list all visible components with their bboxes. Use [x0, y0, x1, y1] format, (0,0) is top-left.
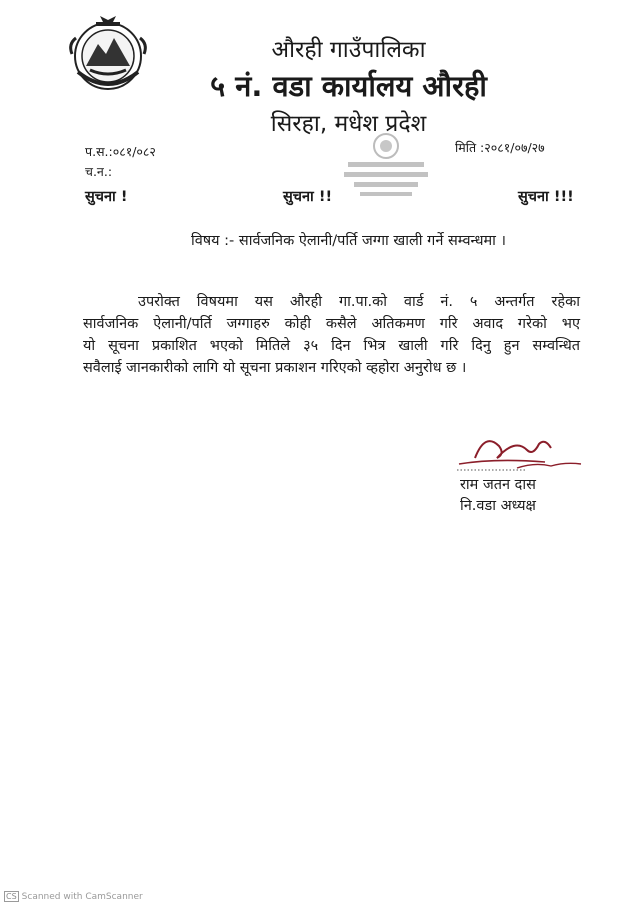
office-location: सिरहा, मधेश प्रदेश	[270, 111, 427, 137]
municipality-name: औरही गाउँपालिका	[271, 37, 426, 63]
body-line-2: सार्वजनिक ऐलानी/पर्ति जग्गाहरु कोही कसैले अतिकमण गरि अवाद गरेको भए	[83, 316, 580, 332]
camscanner-text: Scanned with CamScanner	[21, 892, 143, 902]
notice-heading-left: सुचना !	[85, 189, 128, 205]
issue-date: मिति :२०८१/०७/२७	[455, 140, 545, 155]
body-line-3: यो सूचना प्रकाशित भएको मितिले ३५ दिन भित्र खाली गरि दिनु हुन सम्वन्धित	[83, 338, 580, 354]
body-line-1: उपरोक्त विषयमा यस औरही गा.पा.को वार्ड नं. ५ अन्तर्गत रहेका	[138, 294, 580, 310]
reference-number: प.स.:०८१/०८२	[85, 144, 156, 159]
signer-name: राम जतन दास	[460, 477, 536, 493]
dispatch-number: च.न.:	[85, 164, 113, 179]
subject-line: विषय :- सार्वजनिक ऐलानी/पर्ति जग्गा खाली गर्ने सम्वन्धमा ।	[190, 233, 507, 249]
notice-heading-center: सुचना !!	[283, 189, 333, 205]
camscanner-watermark	[4, 891, 143, 902]
notice-heading-right: सुचना !!!	[518, 189, 574, 205]
signer-title: नि.वडा अध्यक्ष	[460, 498, 536, 514]
office-name: ५ नं. वडा कार्यालय औरही	[210, 69, 487, 103]
office-stamp-icon	[340, 130, 432, 210]
body-line-4: सवैलाई जानकारीको लागि यो सूचना प्रकाशन गरिएको व्हहोरा अनुरोध छ ।	[83, 360, 467, 376]
camscanner-logo-icon: CS	[6, 892, 17, 901]
handwritten-signature	[455, 428, 585, 478]
notice-body	[83, 291, 580, 379]
